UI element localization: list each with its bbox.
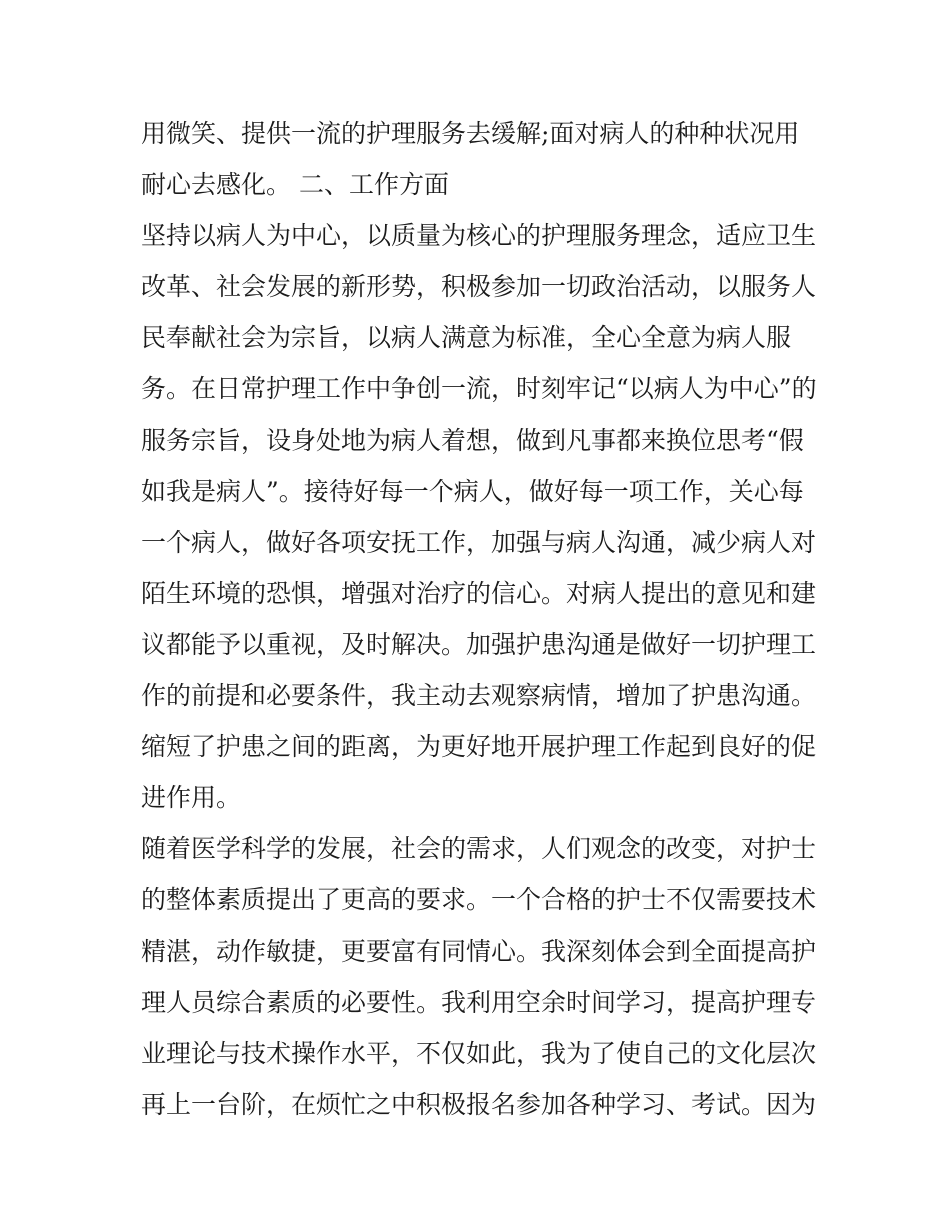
text-line: 用微笑、提供一流的护理服务去缓解;面对病人的种种状况用 bbox=[141, 119, 800, 148]
body-text bbox=[141, 108, 831, 1130]
text-line: 一个病人，做好各项安抚工作，加强与病人沟通，减少病人对 bbox=[141, 527, 817, 557]
text-line: 业理论与技术操作水平，不仅如此，我为了使自己的文化层次 bbox=[141, 1038, 817, 1068]
text-line: 随着医学科学的发展，社会的需求，人们观念的改变，对护士 bbox=[141, 834, 817, 864]
text-line: 民奉献社会为宗旨，以病人满意为标准，全心全意为病人服 bbox=[141, 323, 792, 353]
text-line: 坚持以病人为中心，以质量为核心的护理服务理念，适应卫生 bbox=[141, 221, 817, 251]
text-line: 改革、社会发展的新形势，积极参加一切政治活动，以服务人 bbox=[141, 272, 817, 302]
text-line: 精湛，动作敏捷，更要富有同情心。我深刻体会到全面提高护 bbox=[141, 936, 817, 966]
text-line: 服务宗旨，设身处地为病人着想，做到凡事都来换位思考“假 bbox=[141, 425, 804, 455]
text-line: 缩短了护患之间的距离，为更好地开展护理工作起到良好的促 bbox=[141, 732, 817, 762]
text-line: 陌生环境的恐惧，增强对治疗的信心。对病人提出的意见和建 bbox=[141, 578, 817, 608]
text-line: 务。在日常护理工作中争创一流，时刻牢记“以病人为中心”的 bbox=[141, 374, 817, 404]
text-line: 理人员综合素质的必要性。我利用空余时间学习，提高护理专 bbox=[141, 987, 817, 1017]
text-line: 进作用。 bbox=[141, 783, 242, 813]
text-line: 的整体素质提出了更高的要求。一个合格的护士不仅需要技术 bbox=[141, 885, 817, 915]
text-line: 耐心去感化。 二、工作方面 bbox=[141, 170, 449, 200]
text-line: 再上一台阶，在烦忙之中积极报名参加各种学习、考试。因为 bbox=[141, 1089, 817, 1119]
text-line: 如我是病人”。接待好每一个病人，做好每一项工作，关心每 bbox=[141, 476, 804, 506]
text-line: 议都能予以重视，及时解决。加强护患沟通是做好一切护理工 bbox=[141, 629, 817, 659]
text-line: 作的前提和必要条件，我主动去观察病情，增加了护患沟通。 bbox=[141, 681, 817, 711]
